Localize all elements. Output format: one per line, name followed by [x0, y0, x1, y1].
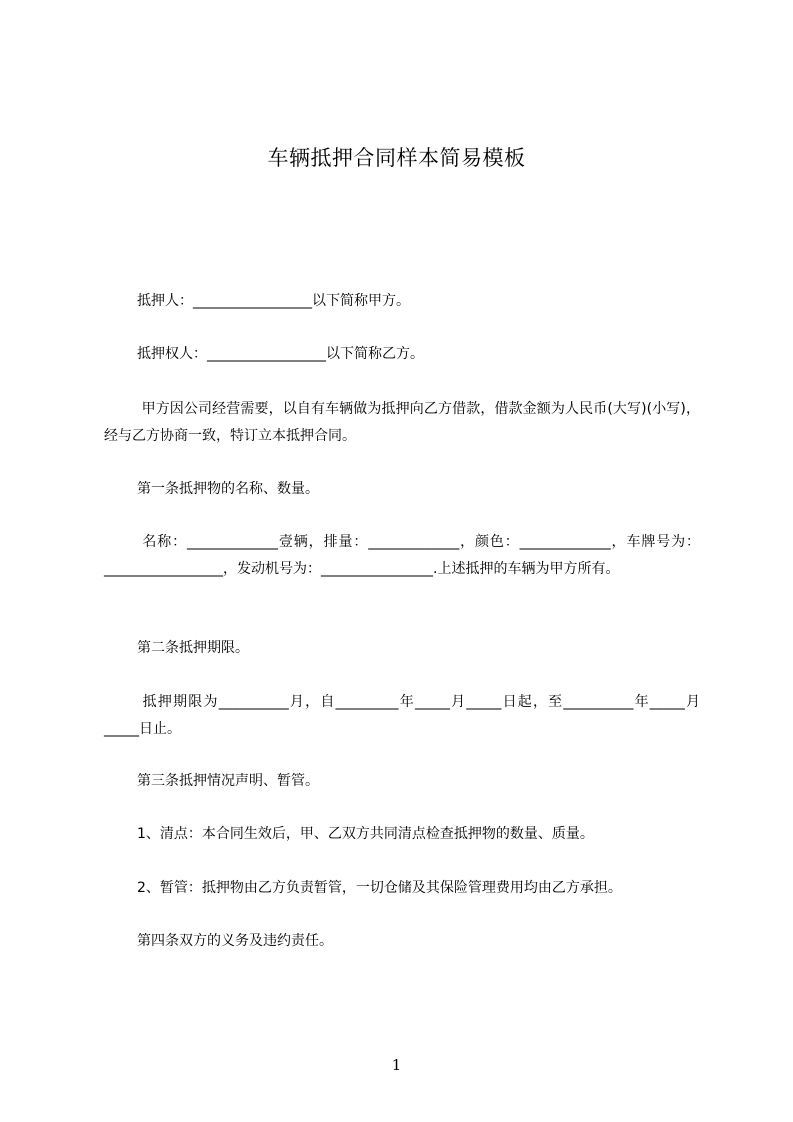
article-2-body: 抵押期限为__________月，自_________年_____月_____日起，至__________年_____月_____日止。 [104, 694, 701, 737]
mortgagee-line: 抵押权人：_________________以下简称乙方。 [137, 346, 424, 362]
article-4-heading: 第四条双方的义务及违约责任。 [137, 933, 333, 949]
mortgagor-line: 抵押人：_________________以下简称甲方。 [137, 293, 410, 309]
article-3-heading: 第三条抵押情况声明、暂管。 [137, 773, 319, 789]
article-3-item-1: 1、清点：本合同生效后，甲、乙双方共同清点检查抵押物的数量、质量。 [137, 826, 594, 842]
article-1-heading: 第一条抵押物的名称、数量。 [137, 481, 319, 497]
document-title: 车辆抵押合同样本简易模板 [267, 146, 526, 170]
article-2-heading: 第二条抵押期限。 [137, 640, 249, 656]
page-number: 1 [391, 1056, 402, 1074]
article-3-item-2: 2、暂管：抵押物由乙方负责暂管，一切仓储及其保险管理费用均由乙方承担。 [137, 880, 622, 896]
preamble-paragraph: 甲方因公司经营需要，以自有车辆做为抵押向乙方借款，借款金额为人民币(大写)(小写)，经与乙方协商一致，特订立本抵押合同。 [104, 401, 700, 444]
article-1-body: 名称：_____________壹辆，排量：_____________，颜色：_____________，车牌号为：_________________，发动机号为：________________.上述抵押的车辆为甲方所有。 [104, 534, 701, 577]
